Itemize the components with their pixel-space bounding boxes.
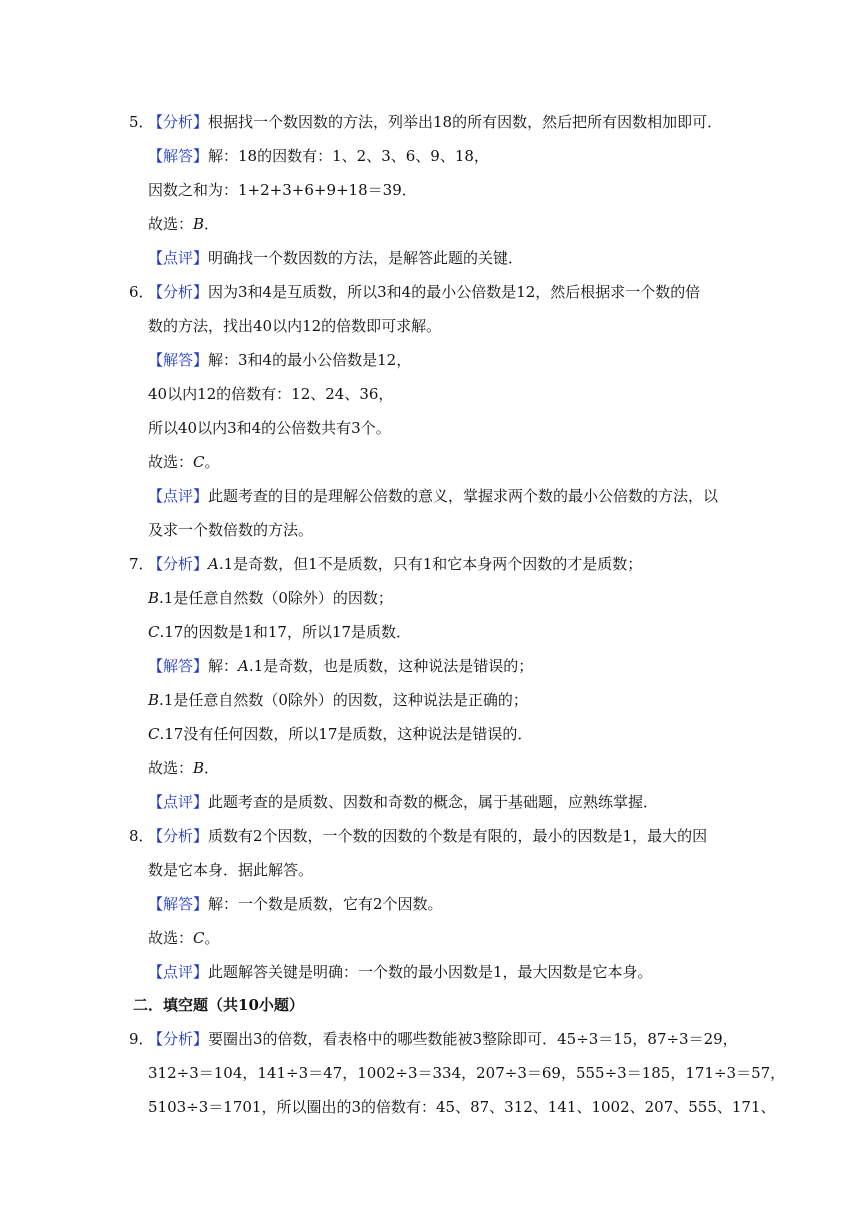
option-letter: C xyxy=(148,725,160,743)
answer-text: 解：3和4的最小公倍数是12， xyxy=(208,351,412,369)
comment-line xyxy=(148,248,523,268)
analysis-text: 质数有2个因数，一个数的因数的个数是有限的，最小的因数是1，最大的因 xyxy=(208,827,708,845)
question-number: 5． xyxy=(129,113,154,131)
choice-line xyxy=(148,452,220,472)
option-text: .17的因数是1和17，所以17是质数． xyxy=(159,623,412,641)
solution-line: 所以40以内3和4的公倍数共有3个。 xyxy=(148,419,391,437)
analysis-tag: 【分析】 xyxy=(148,283,209,301)
answer-line xyxy=(148,350,411,370)
answer-line xyxy=(148,656,533,676)
option-letter: A xyxy=(208,555,219,573)
analysis-text: 要圈出3的倍数，看表格中的哪些数能被3整除即可．45÷3＝15，87÷3＝29， xyxy=(208,1030,738,1048)
choice-suffix: 。 xyxy=(204,929,220,947)
analysis-line xyxy=(148,112,722,132)
answer-option-line xyxy=(148,724,532,744)
question-number: 8． xyxy=(129,827,154,845)
comment-line-cont: 及求一个数倍数的方法。 xyxy=(148,521,314,539)
option-text: .1是任意自然数（0除外）的因数，这种说法是正确的； xyxy=(159,691,528,709)
analysis-line-cont: 数的方法，找出40以内12的倍数即可求解。 xyxy=(148,317,442,335)
choice-letter: C xyxy=(193,453,205,471)
analysis-line xyxy=(148,826,707,846)
solution-line: 因数之和为：1+2+3+6+9+18＝39． xyxy=(148,181,417,199)
choice-line xyxy=(148,214,219,234)
analysis-line xyxy=(148,282,700,302)
choice-prefix: 故选： xyxy=(148,453,194,471)
question-number: 7． xyxy=(129,555,154,573)
choice-letter: B xyxy=(193,759,205,777)
answer-text: 解：一个数是质数，它有2个因数。 xyxy=(208,895,443,913)
comment-line xyxy=(148,792,658,812)
comment-text: 此题解答关键是明确：一个数的最小因数是1，最大因数是它本身。 xyxy=(208,963,653,981)
option-letter: B xyxy=(148,589,160,607)
analysis-text: 根据找一个数因数的方法，列举出18的所有因数，然后把所有因数相加即可． xyxy=(208,113,723,131)
question-number: 9． xyxy=(129,1030,154,1048)
answer-tag: 【解答】 xyxy=(148,147,209,165)
comment-tag: 【点评】 xyxy=(148,793,209,811)
answer-tag: 【解答】 xyxy=(148,657,209,675)
choice-prefix: 故选： xyxy=(148,929,194,947)
option-text: .17没有任何因数，所以17是质数，这种说法是错误的． xyxy=(159,725,533,743)
option-letter: B xyxy=(148,691,160,709)
section-heading: 二．填空题（共10小题） xyxy=(133,996,304,1014)
option-letter: C xyxy=(148,623,160,641)
choice-letter: B xyxy=(193,215,205,233)
solution-line: 40以内12的倍数有：12、24、36， xyxy=(148,385,394,403)
analysis-line-cont: 312÷3＝104，141÷3＝47，1002÷3＝334，207÷3＝69，555÷3＝185，171÷3＝57， xyxy=(148,1064,786,1082)
comment-tag: 【点评】 xyxy=(148,249,209,267)
answer-text: 解：18的因数有：1、2、3、6、9、18， xyxy=(208,147,489,165)
analysis-tag: 【分析】 xyxy=(148,827,209,845)
comment-tag: 【点评】 xyxy=(148,487,209,505)
comment-tag: 【点评】 xyxy=(148,963,209,981)
analysis-line xyxy=(148,1029,738,1049)
analysis-line-cont: 数是它本身．据此解答。 xyxy=(148,861,314,879)
analysis-tag: 【分析】 xyxy=(148,1030,209,1048)
choice-prefix: 故选： xyxy=(148,759,194,777)
choice-prefix: 故选： xyxy=(148,215,194,233)
option-text: .1是奇数，但1不是质数，只有1和它本身两个因数的才是质数； xyxy=(218,555,643,573)
option-line xyxy=(148,622,411,642)
choice-letter: C xyxy=(193,929,205,947)
option-letter: A xyxy=(238,657,249,675)
analysis-line-cont: 5103÷3＝1701，所以圈出的3的倍数有：45、87、312、141、1002、207、555、171、 xyxy=(148,1098,776,1116)
choice-line xyxy=(148,758,219,778)
comment-line xyxy=(148,486,718,506)
comment-text: 明确找一个数因数的方法，是解答此题的关键． xyxy=(208,249,524,267)
answer-line xyxy=(148,146,489,166)
option-line xyxy=(148,588,393,608)
analysis-tag: 【分析】 xyxy=(148,555,209,573)
answer-tag: 【解答】 xyxy=(148,351,209,369)
comment-text: 此题考查的是质数、因数和奇数的概念，属于基础题，应熟练掌握． xyxy=(208,793,659,811)
analysis-tag: 【分析】 xyxy=(148,113,209,131)
choice-suffix: ． xyxy=(204,759,220,777)
option-text: .1是任意自然数（0除外）的因数； xyxy=(159,589,393,607)
comment-text: 此题考查的目的是理解公倍数的意义，掌握求两个数的最小公倍数的方法，以 xyxy=(208,487,719,505)
comment-line xyxy=(148,962,653,982)
choice-line xyxy=(148,928,220,948)
question-number: 6． xyxy=(129,283,154,301)
answer-prefix: 解： xyxy=(208,657,239,675)
analysis-line xyxy=(148,554,642,574)
answer-option-line xyxy=(148,690,528,710)
choice-suffix: ． xyxy=(204,215,220,233)
option-text: .1是奇数，也是质数，这种说法是错误的； xyxy=(248,657,534,675)
choice-suffix: 。 xyxy=(204,453,220,471)
answer-tag: 【解答】 xyxy=(148,895,209,913)
analysis-text: 因为3和4是互质数，所以3和4的最小公倍数是12，然后根据求一个数的倍 xyxy=(208,283,701,301)
answer-line xyxy=(148,894,443,914)
